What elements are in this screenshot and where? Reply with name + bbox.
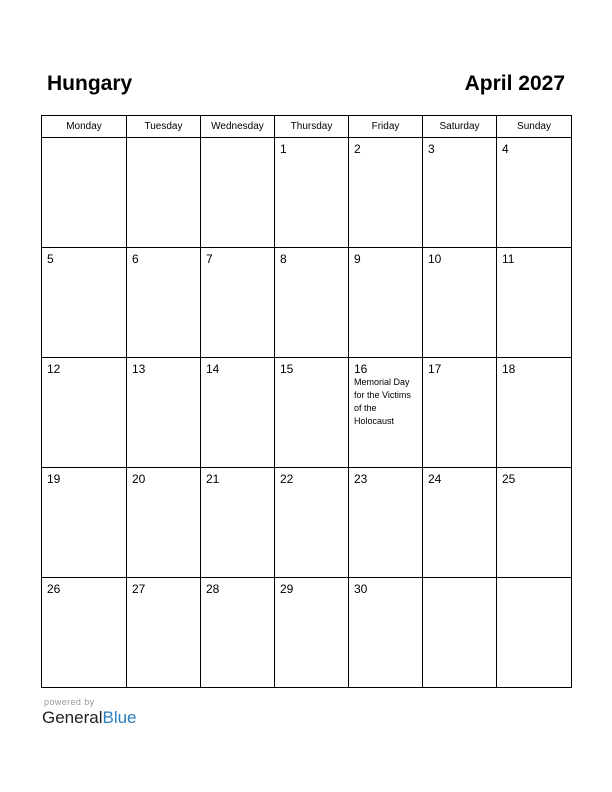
day-cell — [423, 138, 497, 248]
day-number: 16 — [354, 362, 368, 376]
day-number: 9 — [354, 252, 361, 266]
day-number: 7 — [206, 252, 213, 266]
day-number — [201, 138, 274, 142]
day-number: 30 — [354, 582, 368, 596]
day-cell — [497, 248, 572, 358]
day-number: 8 — [280, 252, 287, 266]
day-number: 27 — [132, 582, 146, 596]
day-number — [127, 138, 200, 142]
day-number: 5 — [47, 252, 54, 266]
weekday-header-tuesday: Tuesday — [127, 116, 201, 138]
weekday-header-sunday: Sunday — [497, 116, 572, 138]
day-cell — [127, 578, 201, 688]
day-number: 22 — [280, 472, 294, 486]
weekday-header-thursday: Thursday — [275, 116, 349, 138]
day-cell — [349, 248, 423, 358]
day-number — [423, 578, 496, 582]
day-cell — [275, 358, 349, 468]
day-number: 14 — [206, 362, 220, 376]
day-number: 12 — [47, 362, 61, 376]
day-number: 25 — [502, 472, 516, 486]
day-cell — [423, 468, 497, 578]
holiday-label: Memorial Day for the Victims of the Holocaust — [354, 377, 411, 426]
day-cell — [201, 578, 275, 688]
day-cell — [127, 468, 201, 578]
day-number: 11 — [502, 252, 515, 266]
week-row — [42, 138, 572, 248]
country-title: Hungary — [47, 72, 133, 95]
day-cell — [42, 468, 127, 578]
day-cell — [349, 138, 423, 248]
day-number: 15 — [280, 362, 294, 376]
day-cell — [275, 248, 349, 358]
day-cell — [497, 358, 572, 468]
month-title: April 2027 — [464, 72, 565, 95]
day-cell — [42, 248, 127, 358]
day-cell — [42, 578, 127, 688]
day-number: 18 — [502, 362, 516, 376]
weekday-header-row — [42, 116, 572, 138]
day-number: 26 — [47, 582, 61, 596]
day-number: 3 — [428, 142, 435, 156]
week-row — [42, 468, 572, 578]
powered-by-label: powered by — [44, 697, 95, 707]
day-cell — [497, 578, 572, 688]
day-number: 13 — [132, 362, 146, 376]
day-cell — [201, 138, 275, 248]
week-row — [42, 248, 572, 358]
day-number: 21 — [206, 472, 220, 486]
day-number: 28 — [206, 582, 220, 596]
week-row — [42, 358, 572, 468]
day-cell — [201, 358, 275, 468]
logo-text-blue: Blue — [102, 708, 137, 727]
day-number: 29 — [280, 582, 294, 596]
day-cell — [349, 468, 423, 578]
day-number: 24 — [428, 472, 442, 486]
day-cell — [349, 358, 423, 468]
weekday-header-saturday: Saturday — [423, 116, 497, 138]
logo-text-general: General — [42, 708, 103, 727]
weekday-header-monday: Monday — [42, 116, 127, 138]
day-number: 17 — [428, 362, 442, 376]
day-number: 19 — [47, 472, 61, 486]
day-number: 1 — [280, 142, 287, 156]
day-cell — [423, 358, 497, 468]
calendar-grid — [41, 115, 572, 688]
day-cell — [349, 578, 423, 688]
day-cell — [127, 358, 201, 468]
day-number: 20 — [132, 472, 146, 486]
day-cell — [497, 138, 572, 248]
day-number: 10 — [428, 252, 442, 266]
day-cell — [423, 248, 497, 358]
day-number — [42, 138, 126, 142]
day-cell — [423, 578, 497, 688]
day-cell — [201, 468, 275, 578]
day-number: 23 — [354, 472, 368, 486]
day-cell — [275, 468, 349, 578]
week-row — [42, 578, 572, 688]
day-number: 2 — [354, 142, 361, 156]
day-number: 6 — [132, 252, 139, 266]
day-cell — [275, 138, 349, 248]
day-cell — [42, 138, 127, 248]
weekday-header-wednesday: Wednesday — [201, 116, 275, 138]
weekday-header-friday: Friday — [349, 116, 423, 138]
day-cell — [127, 248, 201, 358]
day-cell — [127, 138, 201, 248]
day-cell — [497, 468, 572, 578]
day-cell — [275, 578, 349, 688]
day-number: 4 — [502, 142, 509, 156]
day-cell — [42, 358, 127, 468]
day-number — [497, 578, 571, 582]
generalblue-logo[interactable] — [42, 707, 137, 729]
day-cell — [201, 248, 275, 358]
